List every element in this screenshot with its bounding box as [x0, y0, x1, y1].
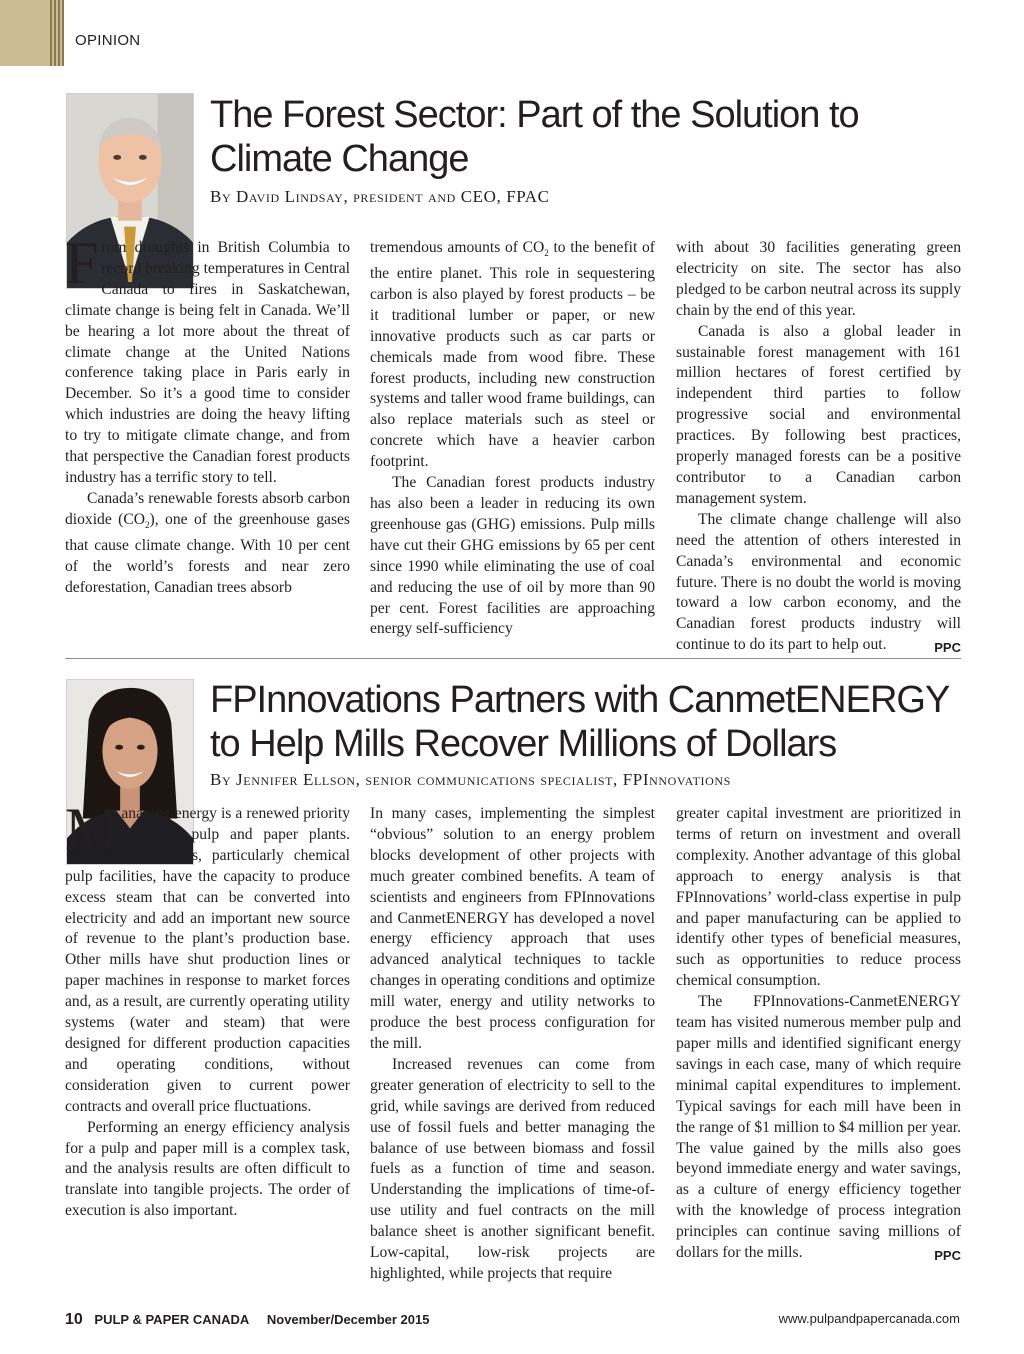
text-run: tremendous amounts of CO — [370, 239, 545, 256]
article-2-dropcap: M — [65, 796, 119, 862]
article-2-end-mark: PPC — [934, 1248, 961, 1264]
subscript-2: 2 — [145, 519, 150, 530]
article-2-byline: By Jennifer Ellson, senior communications specialist, FPInnovations — [210, 770, 731, 789]
article-1-paragraph: The Canadian forest products industry has also been a leader in reducing its own greenhouse gas (GHG) emissions. Pulp mills have cut their GHG emissions by 65 per cent since 1990 while eliminating the use of coal and reducing the use of oil by more than 90 per cent. Forest facilities are approaching energy self-sufficiency — [370, 474, 655, 638]
magazine-name: PULP & PAPER CANADA — [94, 1312, 250, 1327]
article-2-paragraph: Increased revenues can come from greater generation of electricity to sell to the grid, while savings are derived from reduced use of fossil fuels and better managing the balance of use between biomass and fossil fuels as a function of time and season. Understanding the implications of time-of-use utility and fuel contracts on the mill balance sheet is another significant benefit. Low-capital, low-risk projects are highlighted, while projects that require — [370, 1055, 655, 1282]
article-1-paragraph — [65, 489, 350, 599]
article-2-paragraph: Performing an energy efficiency analysis for a pulp and paper mill is a complex task, and the analysis results are often difficult to translate into tangible projects. The order of execution is also important. — [65, 1118, 350, 1220]
article-2-paragraph — [676, 992, 961, 1264]
website-url: www.pulpandpapercanada.com — [778, 1311, 960, 1326]
article-1-byline: By David Lindsay, president and CEO, FPAC — [210, 187, 550, 206]
issue-date: November/December 2015 — [266, 1312, 430, 1327]
article-2-paragraph: In many cases, implementing the simplest “obvious” solution to an energy problem blocks development of other projects with much greater combined benefits. A team of scientists and engineers from FPInnovations and CanmetENERGY has developed a novel energy efficiency approach that uses advanced analytical techniques to tackle changes in operating conditions and optimize mill water, energy and utility networks to produce the best process configuration for the mill. — [370, 805, 655, 1052]
article-1-column-1 — [65, 230, 350, 599]
page-footer-left — [65, 1311, 429, 1329]
text-run: The climate change challenge will also need the attention of others interested in Canada’s environmental and economic future. There is no doubt the world is moving toward a low carbon economy, and the Canadian forest products industry will continue to do its part to help out. — [676, 510, 961, 654]
article-2-column-3 — [676, 804, 961, 1267]
text-run: ), one of the greenhouse gases that cause climate change. With 10 per cent of the world’s forests and near zero deforestation, Canadian trees absorb — [65, 510, 350, 596]
subscript-2: 2 — [544, 248, 549, 259]
article-1-dropcap: F — [65, 230, 99, 296]
text-run: to the benefit of the entire planet. This role in sequestering carbon is also played by forest products – be it traditional lumber or paper, or new innovative products such as car parts or chemicals made from wood fibre. These forest products, including new construction systems and taller wood frame buildings, can also replace materials such as steel or concrete which have a heavier carbon footprint. — [370, 239, 655, 471]
text-run: The FPInnovations-CanmetENERGY team has visited numerous member pulp and paper mills and identified significant energy savings in each case, many of which require minimal capital expenditures to implement. Typical savings for each mill have been in the range of $1 million to $4 million per year. The value gained by the mills also goes beyond immediate energy and water savings, as a culture of energy efficiency together with the knowledge of process integration principles can continue saving millions of dollars for the mills. — [676, 993, 961, 1262]
section-label: OPINION — [75, 32, 141, 49]
text-run: Canada’s renewable forests absorb carbon dioxide (CO — [65, 489, 350, 528]
article-2-headline: FPInnovations Partners with CanmetENERGY to Help Mills Recover Millions of Dollars — [210, 679, 949, 765]
article-1-paragraph — [370, 238, 655, 473]
article-2-column-2 — [370, 804, 655, 1285]
page-number: 10 — [65, 1311, 83, 1328]
article-2-paragraph: anaging energy is a renewed priority for most pulp and paper plants. Some mills, particularly chemical pulp facilities, have the capacity to produce excess steam that can be converted into electricity and add an important new source of revenue to the plant’s production base. Other mills have shut production lines or paper machines in response to market forces and, as a result, are currently operating utility systems (water and steam) that were designed for different production capacities and operating conditions, without consideration given to current power contracts and overall price fluctuations. — [65, 805, 350, 1115]
article-1-column-3 — [676, 238, 961, 659]
article-1-paragraph: Canada is also a global leader in sustainable forest management with 161 million hectares of forest certified by independent third parties to follow progressive social and environmental practices. By following best practices, properly managed forests can be a positive contributor to a Canadian carbon management system. — [676, 322, 961, 507]
article-divider — [65, 658, 961, 659]
article-1-paragraph: with about 30 facilities generating green electricity on site. The sector has also pledged to be carbon neutral across its supply chain by the end of this year. — [676, 239, 961, 319]
article-1-column-2 — [370, 238, 655, 640]
article-2-paragraph: greater capital investment are prioritized in terms of return on investment and overall complexity. Another advantage of this global approach to energy analysis is that FPInnovations’ world-class expertise in pulp and paper manufacturing can be applied to identify other types of beneficial measures, such as opportunities to reduce process chemical consumption. — [676, 805, 961, 990]
article-1-paragraph — [676, 510, 961, 656]
article-1-paragraph: rom droughts in British Columbia to record breaking temperatures in Central Canada to fires in Saskatchewan, climate change is being felt in Canada. We’ll be hearing a lot more about the threat of climate change at the United Nations conference taking place in Paris early in December. So it’s a good time to consider which industries are doing the heavy lifting to try to mitigate climate change, and from that perspective the Canadian forest products industry has a terrific story to tell. — [65, 239, 350, 486]
article-2-column-1 — [65, 796, 350, 1222]
article-1-end-mark: PPC — [934, 640, 961, 656]
article-1-headline: The Forest Sector: Part of the Solution to Climate Change — [210, 94, 859, 180]
section-tab-stripes — [50, 0, 64, 66]
